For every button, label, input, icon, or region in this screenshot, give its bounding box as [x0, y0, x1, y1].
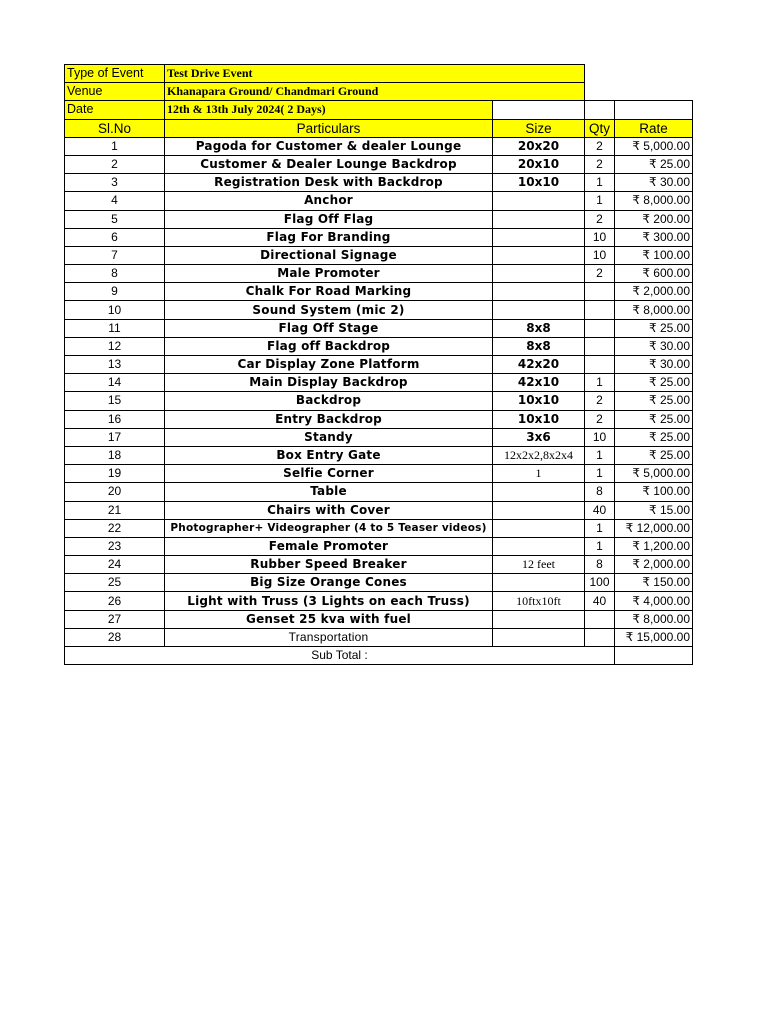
- table-row: [65, 465, 693, 483]
- cell-qty: 10: [585, 246, 615, 264]
- cell-slno: 27: [65, 610, 165, 628]
- cell-size: 10x10: [493, 174, 585, 192]
- table-row: [65, 374, 693, 392]
- cell-rate: ₹ 600.00: [615, 265, 693, 283]
- table-row: [65, 283, 693, 301]
- table-row: [65, 265, 693, 283]
- cell-qty: 2: [585, 155, 615, 173]
- cell-qty: 1: [585, 519, 615, 537]
- cell-rate: ₹ 5,000.00: [615, 137, 693, 155]
- cell-size: [493, 483, 585, 501]
- date-label: Date: [65, 101, 165, 119]
- cell-qty: 8: [585, 556, 615, 574]
- cell-size: 10x10: [493, 410, 585, 428]
- cell-particulars: Transportation: [165, 628, 493, 646]
- cell-rate: ₹ 30.00: [615, 174, 693, 192]
- table-row: [65, 556, 693, 574]
- cell-qty: [585, 337, 615, 355]
- cell-qty: [585, 283, 615, 301]
- column-header-particulars: Particulars: [165, 119, 493, 137]
- table-row: [65, 537, 693, 555]
- cell-size: [493, 210, 585, 228]
- table-row: [65, 246, 693, 264]
- cell-particulars: Backdrop: [165, 392, 493, 410]
- quotation-table: [64, 64, 693, 665]
- cell-size: 1: [493, 465, 585, 483]
- cell-slno: 1: [65, 137, 165, 155]
- table-row: [65, 210, 693, 228]
- cell-rate: ₹ 25.00: [615, 410, 693, 428]
- cell-particulars: Light with Truss (3 Lights on each Truss): [165, 592, 493, 610]
- cell-particulars: Chalk For Road Marking: [165, 283, 493, 301]
- cell-particulars: Sound System (mic 2): [165, 301, 493, 319]
- cell-qty: 2: [585, 210, 615, 228]
- cell-slno: 4: [65, 192, 165, 210]
- cell-size: 20x20: [493, 137, 585, 155]
- table-row: [65, 428, 693, 446]
- cell-particulars: Customer & Dealer Lounge Backdrop: [165, 155, 493, 173]
- table-row: [65, 628, 693, 646]
- cell-particulars: Box Entry Gate: [165, 446, 493, 464]
- cell-slno: 14: [65, 374, 165, 392]
- cell-slno: 28: [65, 628, 165, 646]
- date-value: 12th & 13th July 2024( 2 Days): [165, 101, 493, 119]
- cell-slno: 22: [65, 519, 165, 537]
- cell-qty: 2: [585, 265, 615, 283]
- cell-slno: 7: [65, 246, 165, 264]
- cell-size: [493, 192, 585, 210]
- cell-size: 20x10: [493, 155, 585, 173]
- cell-rate: ₹ 30.00: [615, 337, 693, 355]
- cell-rate: ₹ 5,000.00: [615, 465, 693, 483]
- cell-qty: [585, 610, 615, 628]
- cell-slno: 26: [65, 592, 165, 610]
- table-row: [65, 155, 693, 173]
- cell-slno: 24: [65, 556, 165, 574]
- cell-slno: 21: [65, 501, 165, 519]
- cell-particulars: Registration Desk with Backdrop: [165, 174, 493, 192]
- cell-particulars: Flag Off Flag: [165, 210, 493, 228]
- table-row: [65, 192, 693, 210]
- cell-size: 8x8: [493, 319, 585, 337]
- cell-particulars: Selfie Corner: [165, 465, 493, 483]
- cell-qty: [585, 301, 615, 319]
- cell-rate: ₹ 1,200.00: [615, 537, 693, 555]
- cell-slno: 23: [65, 537, 165, 555]
- cell-particulars: Table: [165, 483, 493, 501]
- column-header-qty: Qty: [585, 119, 615, 137]
- table-row: [65, 319, 693, 337]
- table-row: [65, 137, 693, 155]
- cell-size: 10ftx10ft: [493, 592, 585, 610]
- cell-size: [493, 574, 585, 592]
- table-row: [65, 174, 693, 192]
- cell-qty: 40: [585, 501, 615, 519]
- cell-slno: 16: [65, 410, 165, 428]
- cell-size: [493, 610, 585, 628]
- cell-slno: 8: [65, 265, 165, 283]
- column-header-rate: Rate: [615, 119, 693, 137]
- cell-particulars: Female Promoter: [165, 537, 493, 555]
- cell-size: 8x8: [493, 337, 585, 355]
- cell-rate: ₹ 15.00: [615, 501, 693, 519]
- quotation-sheet: [64, 64, 693, 665]
- cell-particulars: Pagoda for Customer & dealer Lounge: [165, 137, 493, 155]
- table-row: [65, 501, 693, 519]
- cell-qty: [585, 319, 615, 337]
- table-row: [65, 392, 693, 410]
- cell-size: 10x10: [493, 392, 585, 410]
- cell-qty: 2: [585, 137, 615, 155]
- cell-slno: 2: [65, 155, 165, 173]
- subtotal-label: Sub Total :: [65, 647, 615, 665]
- cell-particulars: Standy: [165, 428, 493, 446]
- column-header-slno: Sl.No: [65, 119, 165, 137]
- cell-slno: 20: [65, 483, 165, 501]
- cell-qty: 2: [585, 392, 615, 410]
- event-type-row: [65, 65, 693, 83]
- cell-rate: ₹ 100.00: [615, 246, 693, 264]
- cell-qty: 1: [585, 465, 615, 483]
- cell-particulars: Car Display Zone Platform: [165, 356, 493, 374]
- cell-rate: ₹ 2,000.00: [615, 283, 693, 301]
- cell-particulars: Genset 25 kva with fuel: [165, 610, 493, 628]
- cell-slno: 13: [65, 356, 165, 374]
- cell-rate: ₹ 100.00: [615, 483, 693, 501]
- subtotal-row: [65, 647, 693, 665]
- venue-label: Venue: [65, 83, 165, 101]
- cell-size: 42x20: [493, 356, 585, 374]
- cell-qty: 2: [585, 410, 615, 428]
- cell-rate: ₹ 15,000.00: [615, 628, 693, 646]
- table-row: [65, 610, 693, 628]
- subtotal-value: [615, 647, 693, 665]
- cell-particulars: Entry Backdrop: [165, 410, 493, 428]
- table-row: [65, 446, 693, 464]
- cell-qty: 40: [585, 592, 615, 610]
- cell-rate: ₹ 8,000.00: [615, 192, 693, 210]
- table-row: [65, 301, 693, 319]
- cell-qty: 1: [585, 374, 615, 392]
- cell-slno: 3: [65, 174, 165, 192]
- column-header-size: Size: [493, 119, 585, 137]
- cell-particulars: Directional Signage: [165, 246, 493, 264]
- cell-rate: ₹ 25.00: [615, 319, 693, 337]
- cell-size: [493, 519, 585, 537]
- cell-size: [493, 301, 585, 319]
- table-row: [65, 337, 693, 355]
- venue-value: Khanapara Ground/ Chandmari Ground: [165, 83, 585, 101]
- cell-slno: 15: [65, 392, 165, 410]
- cell-particulars: Anchor: [165, 192, 493, 210]
- cell-qty: 1: [585, 192, 615, 210]
- cell-size: [493, 501, 585, 519]
- table-row: [65, 519, 693, 537]
- cell-slno: 25: [65, 574, 165, 592]
- cell-size: [493, 537, 585, 555]
- cell-slno: 9: [65, 283, 165, 301]
- cell-rate: ₹ 2,000.00: [615, 556, 693, 574]
- cell-qty: 8: [585, 483, 615, 501]
- cell-qty: [585, 356, 615, 374]
- cell-size: [493, 228, 585, 246]
- cell-particulars: Flag off Backdrop: [165, 337, 493, 355]
- cell-rate: ₹ 25.00: [615, 155, 693, 173]
- cell-slno: 19: [65, 465, 165, 483]
- cell-rate: ₹ 30.00: [615, 356, 693, 374]
- cell-particulars: Flag Off Stage: [165, 319, 493, 337]
- cell-particulars: Photographer+ Videographer (4 to 5 Teaser videos): [165, 519, 493, 537]
- cell-slno: 12: [65, 337, 165, 355]
- cell-rate: ₹ 12,000.00: [615, 519, 693, 537]
- venue-row: [65, 83, 693, 101]
- cell-particulars: Chairs with Cover: [165, 501, 493, 519]
- table-row: [65, 574, 693, 592]
- cell-rate: ₹ 4,000.00: [615, 592, 693, 610]
- cell-size: [493, 283, 585, 301]
- cell-rate: ₹ 25.00: [615, 428, 693, 446]
- cell-size: [493, 628, 585, 646]
- cell-rate: ₹ 25.00: [615, 374, 693, 392]
- cell-qty: 10: [585, 228, 615, 246]
- cell-rate: ₹ 200.00: [615, 210, 693, 228]
- cell-rate: ₹ 150.00: [615, 574, 693, 592]
- table-row: [65, 410, 693, 428]
- cell-size: 12 feet: [493, 556, 585, 574]
- cell-slno: 18: [65, 446, 165, 464]
- cell-qty: 1: [585, 537, 615, 555]
- cell-particulars: Flag For Branding: [165, 228, 493, 246]
- cell-size: 12x2x2,8x2x4: [493, 446, 585, 464]
- table-row: [65, 592, 693, 610]
- cell-rate: ₹ 25.00: [615, 392, 693, 410]
- cell-qty: [585, 628, 615, 646]
- cell-slno: 10: [65, 301, 165, 319]
- event-type-label: Type of Event: [65, 65, 165, 83]
- column-header-row: [65, 119, 693, 137]
- cell-slno: 11: [65, 319, 165, 337]
- event-type-value: Test Drive Event: [165, 65, 585, 83]
- cell-particulars: Male Promoter: [165, 265, 493, 283]
- cell-size: [493, 265, 585, 283]
- cell-rate: ₹ 300.00: [615, 228, 693, 246]
- table-row: [65, 483, 693, 501]
- cell-rate: ₹ 8,000.00: [615, 610, 693, 628]
- cell-qty: 100: [585, 574, 615, 592]
- cell-particulars: Rubber Speed Breaker: [165, 556, 493, 574]
- date-row: [65, 101, 693, 119]
- cell-rate: ₹ 8,000.00: [615, 301, 693, 319]
- cell-particulars: Main Display Backdrop: [165, 374, 493, 392]
- cell-slno: 5: [65, 210, 165, 228]
- table-row: [65, 356, 693, 374]
- cell-qty: 10: [585, 428, 615, 446]
- cell-slno: 6: [65, 228, 165, 246]
- cell-size: 3x6: [493, 428, 585, 446]
- cell-qty: 1: [585, 446, 615, 464]
- table-row: [65, 228, 693, 246]
- cell-particulars: Big Size Orange Cones: [165, 574, 493, 592]
- cell-qty: 1: [585, 174, 615, 192]
- cell-slno: 17: [65, 428, 165, 446]
- cell-size: [493, 246, 585, 264]
- cell-size: 42x10: [493, 374, 585, 392]
- cell-rate: ₹ 25.00: [615, 446, 693, 464]
